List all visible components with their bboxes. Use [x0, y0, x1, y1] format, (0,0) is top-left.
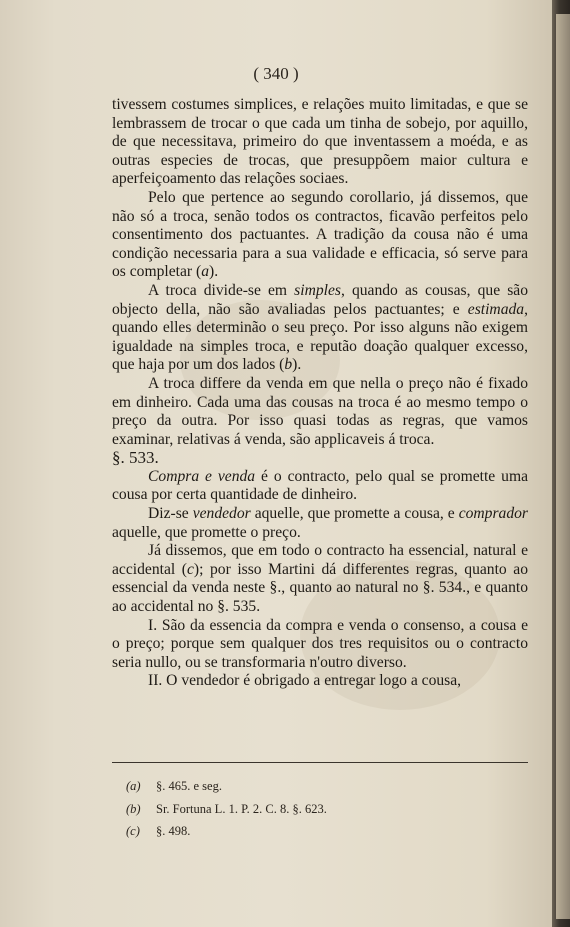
paragraph: I. São da essencia da compra e venda o consenso, a cousa e o preço; porque sem qualquer dos tres requisitos ou o contracto seria nullo, ou se transformaria n'outro diverso.	[112, 616, 528, 671]
footnote-mark: (b)	[126, 801, 141, 816]
footnote-mark: (c)	[126, 824, 140, 838]
footnote-rule	[112, 762, 528, 763]
footnote-mark: (a)	[126, 779, 141, 793]
paragraph: II. O vendedor é obrigado a entregar logo a cousa,	[148, 672, 462, 690]
paragraph: A troca differe da venda em que nella o preço não é fixado em dinheiro. Cada uma das cousas na troca é ao mesmo tempo o preço da outra. Por isso quasi todas as regras, que vamos examinar, relativas á venda, são applicaveis á troca.	[112, 374, 528, 448]
footnote	[126, 775, 506, 798]
footnote	[126, 820, 506, 843]
footnotes	[126, 775, 506, 843]
paragraph: Já dissemos, que em todo o contracto ha essencial, natural e accidental (c); por isso Martini dá differentes regras, quanto ao essencial da venda neste §., quanto ao natural no §. 534., e quanto ao accidental no §. 535.	[112, 542, 529, 616]
next-page-edge	[556, 14, 570, 919]
section-heading: §. 533.	[112, 448, 159, 468]
footnote-text: Sr. Fortuna L. 1. P. 2. C. 8. §. 623.	[156, 801, 327, 816]
paragraph: Diz-se vendedor aquelle, que promette a cousa, e comprador aquelle, que promette o preço.	[112, 505, 528, 541]
footnote-text: §. 465. e seg.	[156, 779, 222, 793]
footnote	[126, 798, 506, 821]
paragraph: A troca divide-se em simples, quando as cousas, que são objecto della, não são avaliadas pelos pactuantes; e estimada, quando elles determinão o seu preço. Por isso alguns não exigem igualdade na simples troca, e reputão doação qualquer excesso, que haja por um dos lados (b).	[112, 281, 529, 374]
page-number: ( 340 )	[253, 64, 299, 83]
paragraph: Pelo que pertence ao segundo corollario, já dissemos, que não só a troca, senão todos os contractos, ficavão perfeitos pelo consentimento dos pactuantes. A tradição da cousa não é uma condição necessaria para a sua validade e efficacia, só serve para os completar (a).	[112, 188, 528, 281]
footnote-text: §. 498.	[156, 824, 191, 838]
body-text	[112, 96, 528, 691]
paragraph: tivessem costumes simplices, e relações muito limitadas, e que se lembrassem de trocar o que cada um tinha de sobejo, por aquillo, de que necessitava, primeiro do que inventassem a moéda, e as outras especies de trocas, que presuppõem maior cultura e aperfeiçoamento das relações sociaes.	[112, 96, 528, 188]
paragraph: Compra e venda é o contracto, pelo qual se promette uma cousa por certa quantidade de dinheiro.	[112, 467, 528, 504]
